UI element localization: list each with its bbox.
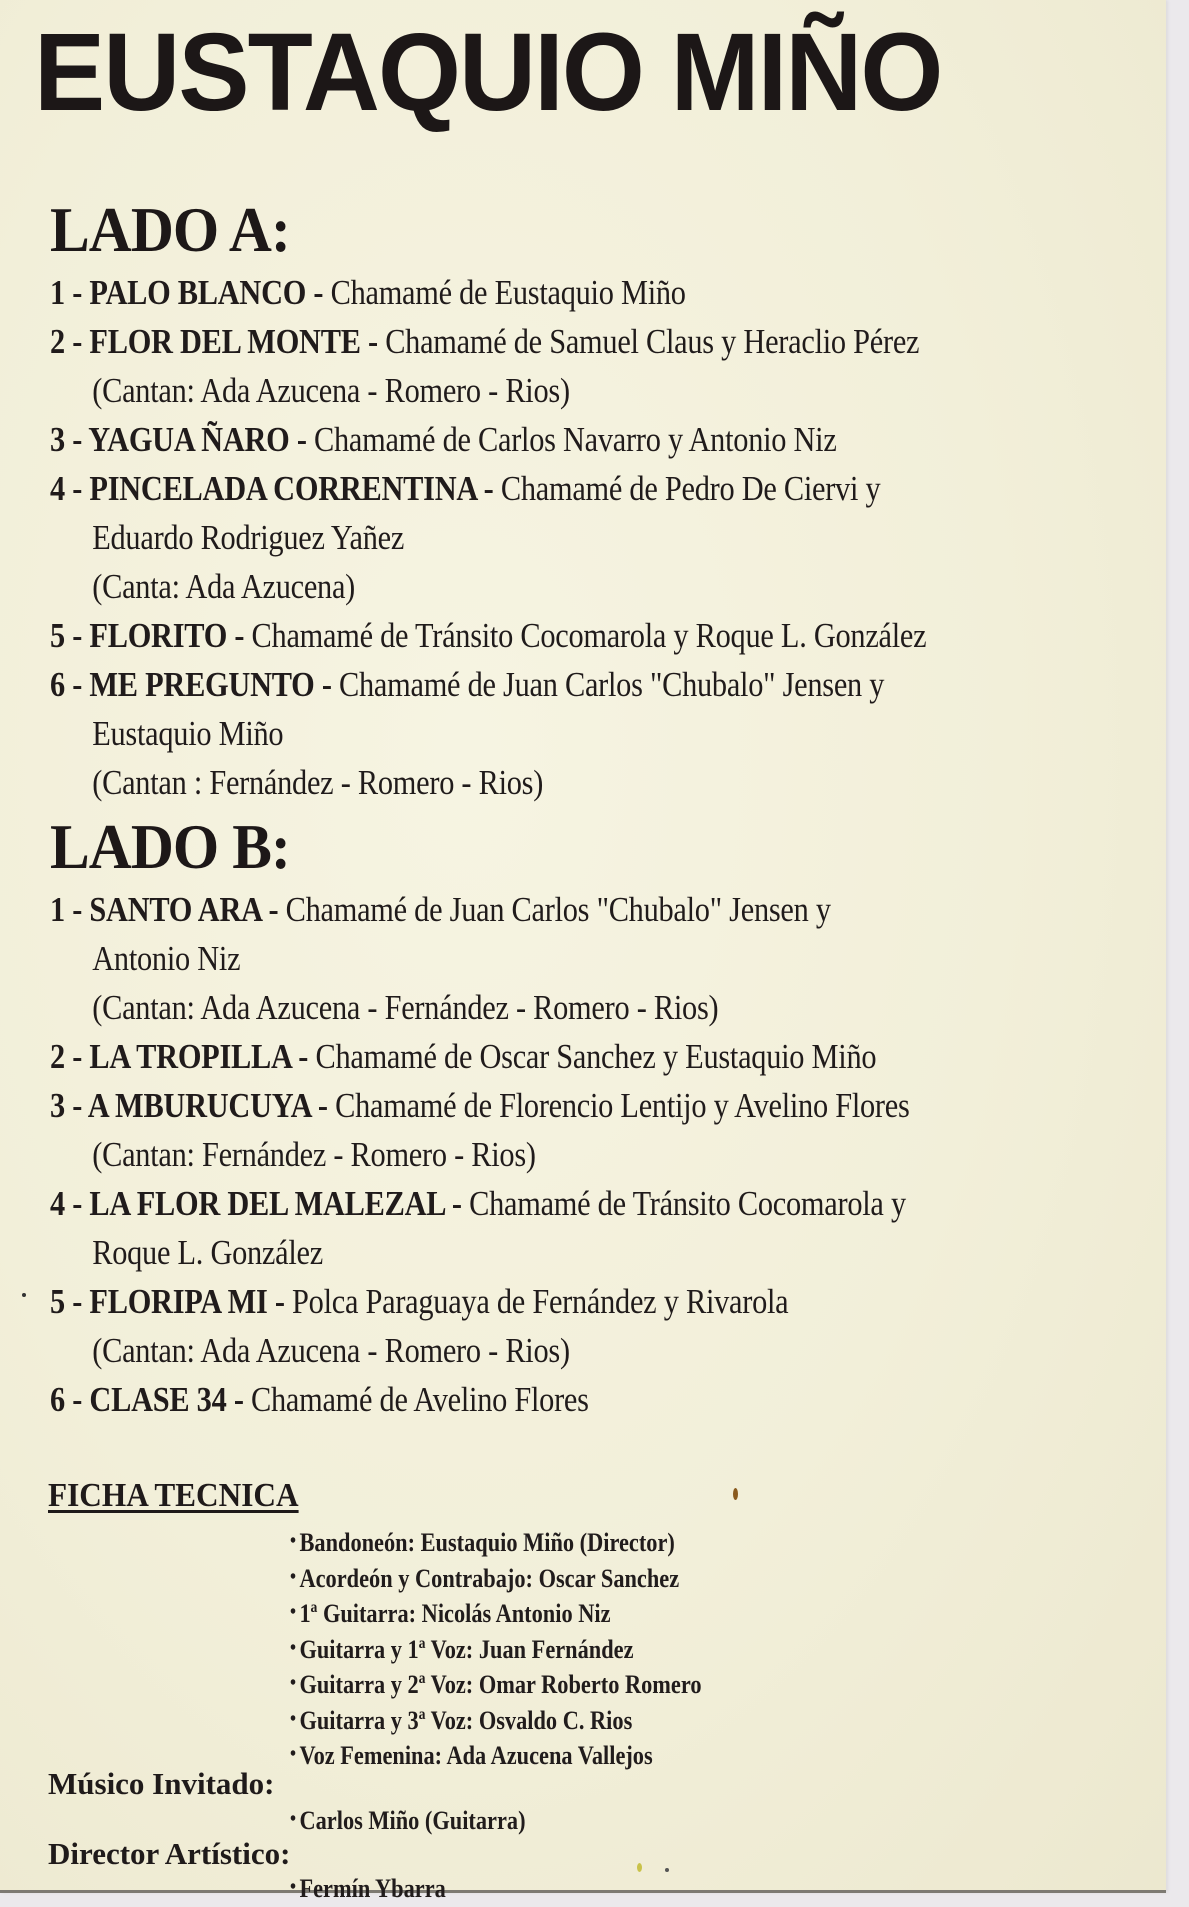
credit-item: • Guitarra y 1ª Voz: Juan Fernández [290,1634,634,1664]
track-line: 4 - LA FLOR DEL MALEZAL - Chamamé de Tránsito Cocomarola y [50,1185,906,1223]
credit-item: • 1ª Guitarra: Nicolás Antonio Niz [290,1599,611,1628]
track-credit: Chamamé de Tránsito Cocomarola y Roque L. González [251,617,927,655]
track-credit: Chamamé de Florencio Lentijo y Avelino Flores [335,1087,910,1125]
track-note: Antonio Niz [92,940,241,978]
credit-item: • Acordeón y Contrabajo: Oscar Sanchez [290,1563,680,1593]
track-note: (Cantan : Fernández - Romero - Rios) [92,764,544,802]
side-b-heading: LADO B: [50,811,290,882]
track-line: 6 - CLASE 34 - Chamamé de Avelino Flores [50,1381,589,1419]
track-credit: Chamamé de Oscar Sanchez y Eustaquio Miño [315,1038,877,1076]
track-line: 3 - YAGUA ÑARO - Chamamé de Carlos Navarro y Antonio Niz [50,421,837,459]
track-note: (Cantan: Ada Azucena - Romero - Rios) [92,372,570,410]
track-title: CLASE 34 [89,1381,227,1419]
bullet-icon: • [290,1565,297,1588]
paper-speck [22,1293,26,1297]
track-credit: Chamamé de Samuel Claus y Heraclio Pérez [385,323,920,361]
musico-invitado-list [290,1802,564,1838]
track-credit: Chamamé de Juan Carlos "Chubalo" Jensen y [285,891,831,929]
track-note: (Cantan: Ada Azucena - Romero - Rios) [92,1332,570,1370]
paper-speck [637,1863,642,1872]
director-artistico-heading: Director Artístico: [48,1836,291,1871]
track-note: Roque L. González [92,1234,323,1272]
credit-item: • Bandoneón: Eustaquio Miño (Director) [290,1528,675,1557]
credit-item: • Fermín Ybarra [290,1874,446,1903]
artist-title: EUSTAQUIO MIÑO [34,11,942,134]
bullet-icon: • [290,1743,297,1765]
track-line: 2 - LA TROPILLA - Chamamé de Oscar Sanchez y Eustaquio Miño [50,1038,877,1076]
track-title: FLORIPA MI [89,1283,268,1321]
director-artistico-list [290,1870,471,1906]
track-line: 1 - SANTO ARA - Chamamé de Juan Carlos "Chubalo" Jensen y [50,891,831,929]
ficha-tecnica-heading: FICHA TECNICA [48,1477,299,1514]
track-title: FLOR DEL MONTE [89,323,361,361]
track-line: 5 - FLORITO - Chamamé de Tránsito Cocomarola y Roque L. González [50,617,927,655]
side-a-tracklist [50,269,1160,808]
track-credit: Chamamé de Juan Carlos "Chubalo" Jensen y [339,666,885,704]
side-b-tracklist [50,886,1160,1425]
ficha-tecnica-list [290,1524,769,1773]
track-credit: Chamamé de Pedro De Ciervi y [500,470,881,508]
track-note: Eustaquio Miño [92,715,284,753]
track-note: (Canta: Ada Azucena) [92,568,356,606]
track-credit: Polca Paraguaya de Fernández y Rivarola [292,1283,789,1321]
track-note: (Cantan: Ada Azucena - Fernández - Romero - Rios) [92,989,719,1027]
track-title: PINCELADA CORRENTINA [89,470,477,508]
track-line: 6 - ME PREGUNTO - Chamamé de Juan Carlos "Chubalo" Jensen y [50,666,885,704]
track-credit: Chamamé de Tránsito Cocomarola y [469,1185,906,1223]
track-title: FLORITO [89,617,228,655]
credit-item: • Guitarra y 2ª Voz: Omar Roberto Romero [290,1670,702,1699]
track-note: (Cantan: Fernández - Romero - Rios) [92,1136,536,1174]
track-line: 1 - PALO BLANCO - Chamamé de Eustaquio Miño [50,274,686,312]
track-title: A MBURUCUYA [87,1087,311,1125]
track-title: PALO BLANCO [89,274,307,312]
track-title: SANTO ARA [89,891,262,929]
track-line: 2 - FLOR DEL MONTE - Chamamé de Samuel Claus y Heraclio Pérez [50,323,920,361]
track-note: Eduardo Rodriguez Yañez [92,519,405,557]
track-title: LA TROPILLA [89,1038,291,1076]
bullet-icon: • [290,1530,297,1552]
paper-speck [665,1868,669,1872]
bullet-icon: • [290,1808,297,1830]
track-line: 5 - FLORIPA MI - Polca Paraguaya de Fernández y Rivarola [50,1283,789,1321]
bullet-icon: • [290,1636,297,1659]
bullet-icon: • [290,1876,297,1898]
track-line: 3 - A MBURUCUYA - Chamamé de Florencio Lentijo y Avelino Flores [50,1087,910,1125]
bullet-icon: • [290,1601,297,1623]
track-credit: Chamamé de Carlos Navarro y Antonio Niz [314,421,837,459]
track-title: YAGUA ÑARO [88,421,290,459]
track-credit: Chamamé de Eustaquio Miño [330,274,686,312]
bullet-icon: • [290,1672,297,1694]
paper-speck [733,1488,738,1500]
credit-item: • Voz Femenina: Ada Azucena Vallejos [290,1741,653,1770]
track-line: 4 - PINCELADA CORRENTINA - Chamamé de Pedro De Ciervi y [50,470,881,508]
credit-item: • Carlos Miño (Guitarra) [290,1806,526,1835]
bullet-icon: • [290,1707,297,1730]
track-title: LA FLOR DEL MALEZAL [89,1185,445,1223]
track-credit: Chamamé de Avelino Flores [250,1381,589,1419]
track-title: ME PREGUNTO [89,666,315,704]
side-a-heading: LADO A: [50,194,290,265]
musico-invitado-heading: Músico Invitado: [48,1766,275,1801]
credit-item: • Guitarra y 3ª Voz: Osvaldo C. Rios [290,1705,633,1735]
